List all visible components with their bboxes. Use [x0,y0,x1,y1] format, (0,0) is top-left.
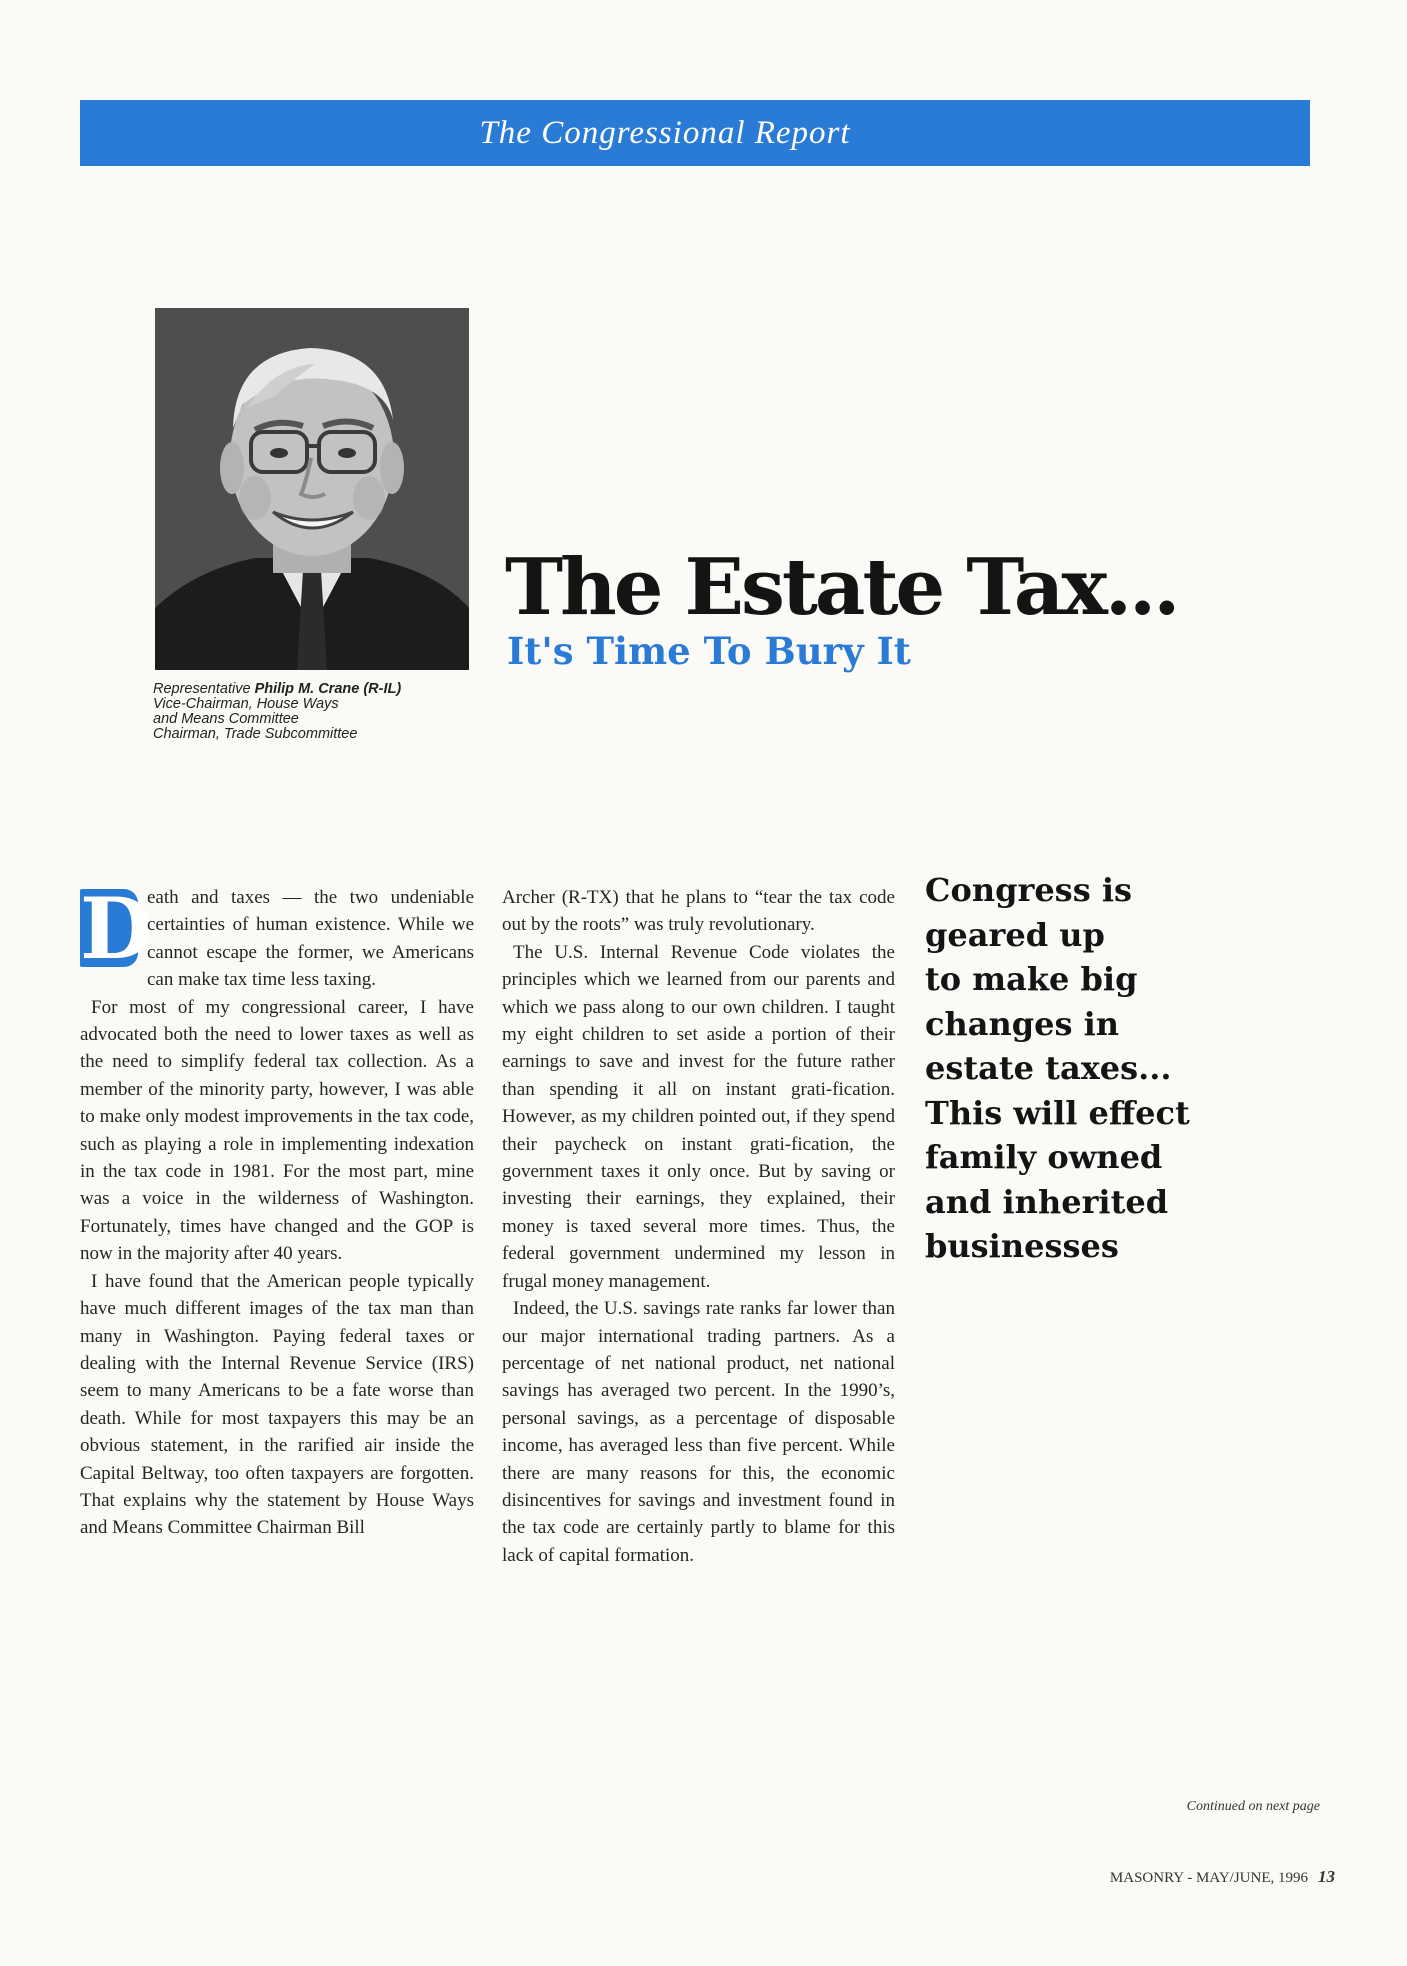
pull-quote-line: Congress is [925,871,1133,909]
paragraph: Indeed, the U.S. savings rate ranks far lower than our major international trading partners. As a percentage of net national product, net national savings has averaged two percent. In the 1990’s, personal savings, as a percentage of disposable income, has averaged less than five percent. While there are many reasons for this, the economic disincentives for savings and investment found in the tax code are certainly partly to blame for this lack of capital formation. [502,1298,895,1566]
article-subtitle: It's Time To Bury It [507,629,911,673]
paragraph: The U.S. Internal Revenue Code violates the principles which we learned from our parents and which we pass along to our own children. I taught my eight children to set aside a portion of their earnings to save and invest for the future rather than spending it all on instant grati-fication. However, as my children pointed out, if they spend their paycheck on instant grati-fication, the government taxes it only once. But by saving or investing their earnings, they explained, their money is taxed several more times. Thus, the federal government undermined my lesson in frugal money management. [502,941,895,1292]
paragraph: I have found that the American people typically have much different images of the tax man than many in Washington. Paying federal taxes or dealing with the Internal Revenue Service (IRS) seem to many Americans to be a fate worse than death. While for most taxpayers this may be an obvious statement, in the rarified air inside the Capital Beltway, too often taxpayers are forgotten. That explains why the statement by House Ways and Means Committee Chairman Bill [80,1270,474,1539]
portrait-illustration [155,308,469,670]
paragraph: For most of my congressional career, I have advocated both the need to lower taxes as well as the need to simplify federal tax collection. As a member of the minority party, however, I was able to make only modest improvements in the tax code, such as playing a role in implementing indexation in the tax code in 1981. For the most part, mine was a voice in the wilderness of Washington. Fortunately, times have changed and the GOP is now in the majority after 40 years. [80,996,474,1265]
continued-note: Continued on next page [1186,1799,1320,1814]
caption-name: Philip M. Crane (R-IL) [254,681,402,697]
article-column-1 [80,879,474,1542]
caption-prefix: Representative [153,681,251,697]
author-portrait [155,308,469,670]
page-number: 13 [1318,1867,1335,1886]
drop-cap: D [80,879,153,978]
page-footer [900,1867,1335,1887]
publication-info: MASONRY - MAY/JUNE, 1996 [1109,1870,1308,1886]
section-title: The Congressional Report [479,115,851,151]
caption-line-3: and Means Committee [153,711,299,727]
caption-line-4: Chairman, Trade Subcommittee [153,726,358,742]
pull-quote-line: to make big [925,960,1138,998]
caption-line-2: Vice-Chairman, House Ways [153,696,339,712]
pull-quote-line: family owned [925,1138,1163,1176]
paragraph: Archer (R-TX) that he plans to “tear the tax code out by the roots” was truly revolutionary. [502,887,895,936]
photo-caption [153,682,493,742]
pull-quote [925,868,1285,1269]
pull-quote-line: and inherited [925,1182,1169,1221]
paragraph [80,879,474,994]
article-title: The Estate Tax... [505,542,1178,633]
pull-quote-line: This will effect [925,1093,1190,1132]
article-column-2 [502,884,895,1569]
pull-quote-line: geared up [925,915,1105,954]
pull-quote-line: estate taxes... [925,1049,1172,1087]
pull-quote-line: changes in [925,1004,1120,1043]
caption-line-1 [153,682,493,697]
pull-quote-line: businesses [925,1227,1119,1265]
paragraph-text: eath and taxes — the two undeniable certainties of human existence. While we cannot escape the former, we Americans can make tax time less taxing. [147,887,474,991]
